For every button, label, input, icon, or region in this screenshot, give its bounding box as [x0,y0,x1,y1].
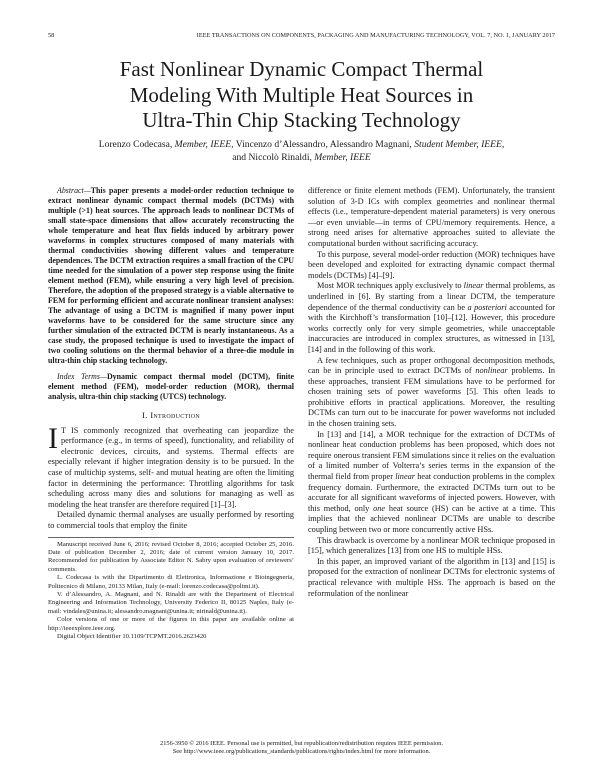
text-run-italic: one [373,503,386,513]
text-run: Most MOR techniques apply exclusively to [317,281,462,291]
text-run: heat conduction problems in the complex frequency domain. Furthermore, the extracted DCTMs turn out to be accurate for all significant waveforms of injected powers. However, with this method, only [308,472,556,513]
copyright-line: 2156-3950 © 2016 IEEE. Personal use is permitted, but republication/redistribution requires IEEE permission. [160,740,443,747]
body-paragraph [308,356,555,430]
footnote-affiliation-1: L. Codecasa is with the Dipartimento di Elettronica, Informazione e Bioingegneria, Politecnico di Milano, 20133 Milan, Italy (e-mail: lorenzo.codecasa@polimi.it). [48,574,294,590]
body-paragraph [308,430,555,536]
footnote-rule [48,537,294,538]
section-numeral: I. [141,410,148,420]
footnote-affiliation-2: V. d’Alessandro, A. Magnani, and N. Rinaldi are with the Department of Electrical Engineering and Information Technology, University Federico II, 80125 Naples, Italy (e-mail: vindales@unina.it; alessandro.magnani@unina.it; nirinald@unina.it). [48,590,294,615]
authors-line-1 [48,139,555,152]
author-role: Student Member, IEEE [414,139,502,150]
body-paragraph: difference or finite element methods (FEM). Unfortunately, the transient solution of 3-D ICs with complex geometries and nonlinear thermal effects (i.e., temperature-dependent material parameters) is very onerous—or even unviable—in terms of CPU/memory requirements. Hence, a strong need arises for alternative approaches suited to alleviate the computational burden without sacrificing accuracy. [308,186,555,248]
drop-cap: I [48,421,58,455]
section-title: Introduction [150,410,201,420]
section-heading [48,410,294,421]
intro-paragraph-2: Detailed dynamic thermal analyses are usually performed by resorting to commercial tools that employ the finite [48,510,294,530]
intro-text: commonly recognized that overheating can jeopardize the performance (e.g., in terms of speed), functionality, and reliability of electronic devices, circuits, and systems. Thermal effects are especially relevant if higher integration density is to be pursued. In the case of multichip systems, self- and mutual heating are often the limiting factor in determining the performance: Throttling algorithms for task scheduling across many dies and solutions for managing as well as modeling the heat transfer are therefore required [1]–[3]. [48,425,294,509]
title-line-3: Ultra-Thin Chip Stacking Technology [142,108,461,132]
index-terms-label: Index Terms— [57,372,107,381]
text-run: problems. In these approaches, transient FEM simulations have to be performed for chosen training sets of power waveforms [5]. This often leads to prohibitive efforts in practical applications. Moreover, the resulting DCTMs can turn out to be inaccurate for power waveforms not included in the chosen training sets. [308,366,555,429]
text-run-italic: linear [395,472,416,482]
copyright-footer [48,740,555,757]
page-number: 58 [48,32,55,39]
text-run: accounted for with the Kirchhoff’s transformation [10]–[12]. However, this procedure works correctly only for very simple geometries, while unacceptable inaccuracies are introduced in complex structures, as witnessed in [13], [14] and in the following of this work. [308,302,556,354]
footnote-doi: Digital Object Identifier 10.1109/TCPMT.2016.2623420 [57,633,207,640]
text-run-italic: linear [463,281,484,291]
text-run: A few techniques, such as proper orthogonal decomposition methods, can be in principle used to extract DCTMs of [308,355,555,376]
intro-lead: T IS [61,425,79,435]
body-paragraph: This drawback is overcome by a nonlinear MOR technique proposed in [15], which generalizes [13] from one HS to multiple HSs. [308,535,555,556]
running-header [48,32,555,44]
running-title: IEEE TRANSACTIONS ON COMPONENTS, PACKAGING AND MANUFACTURING TECHNOLOGY, VOL. 7, NO. 1, JANUARY 2017 [196,32,555,39]
author-name: Lorenzo Codecasa, [98,139,173,150]
left-column [48,186,294,641]
title-line-1: Fast Nonlinear Dynamic Compact Thermal [119,57,484,81]
text-run: thermal problems, as underlined in [6]. By starting from a linear DCTM, the temperature dependence of the thermal conductivity can be [308,281,555,312]
paper-title [48,57,555,134]
right-column [308,186,555,599]
rights-link-line: See http://www.ieee.org/publications_standards/publications/rights/index.html for more information. [172,748,431,756]
author-name: , Vincenzo d’Alessandro, Alessandro Magnani, [231,139,412,150]
intro-paragraph-1 [48,421,294,511]
abstract [48,186,294,366]
author-name: and Niccolò Rinaldi, [232,151,312,163]
text-run-italic: nonlinear [475,366,508,376]
text-run: heat source (HS) can be active at a time. This implies that the achieved nonlinear DCTMs are unable to describe coupling between two or more concurrently active HSs. [308,503,556,534]
body-paragraph [308,281,555,355]
title-line-2: Modeling With Multiple Heat Sources in [129,82,474,107]
abstract-text: This paper presents a model-order reduction technique to extract nonlinear dynamic compact thermal models (DCTMs) with multiple (>1) heat sources. The approach leads to nonlinear DCTMs of small state-space dimensions that allow accurately reconstructing the whole temperature and heat flux fields induced by arbitrary power waveforms in complex structures composed of many materials with thermal conductivities showing different values and temperature dependences. The DCTM extraction requires a small fraction of the CPU time needed for the simulation of a power step response using the finite element method (FEM), while ensuring a very high level of precision. Therefore, the adoption of the proposed strategy is a viable alternative to FEM for performing efficient and accurate nonlinear transient analyses: The advantage of using a DCTM is magnified if many power input waveforms have to be considered for the same structure since any further simulation of the extracted DCTM is nearly instantaneous. As a case study, the proposed technique is used to investigate the impact of two cooling solutions on the thermal behavior of a three-die module in ultra-thin chip stacking technology. [48,186,294,365]
text-run-italic: a posteriori [467,302,507,312]
footnote-received: Manuscript received June 6, 2016; revised October 8, 2016; accepted October 25, 2016. Date of publication December 2, 2016; date of current version January 10, 2017. Recommended for publication by Associate Editor N. Sabry upon evaluation of reviewers’ comments. [48,540,294,573]
abstract-label: Abstract— [57,186,91,195]
footnote-color: Color versions of one or more of the figures in this paper are available online at http://ieeexplore.ieee.org. [48,616,294,632]
body-paragraph: In this paper, an improved variant of the algorithm in [13] and [15] is proposed for the extraction of nonlinear DCTMs for electronic systems of practical relevance with multiple HSs. The approach is based on the reformulation of the nonlinear [308,556,555,598]
author-separator: , [501,139,505,150]
text-run: In [13] and [14], a MOR technique for the extraction of DCTMs of nonlinear heat conduction problems has been proposed, which does not require onerous transient FEM simulations since it relies on the evaluation of a limited number of Volterra’s series terms in the expansion of the thermal field from proper [308,429,556,482]
body-paragraph: To this purpose, several model-order reduction (MOR) techniques have been developed and exploited for extracting dynamic compact thermal models (DCTMs) [4]–[9]. [308,249,555,280]
author-role: Member, IEEE [314,151,371,163]
index-terms-text: Dynamic compact thermal model (DCTM), finite element method (FEM), model-order reduction (MOR), thermal analysis, ultra-thin chip stacking (UTCS) technology. [48,372,294,401]
index-terms [48,372,294,402]
authors-line-2 [48,152,555,165]
author-role: Member, IEEE [174,139,232,150]
author-list [48,139,555,164]
